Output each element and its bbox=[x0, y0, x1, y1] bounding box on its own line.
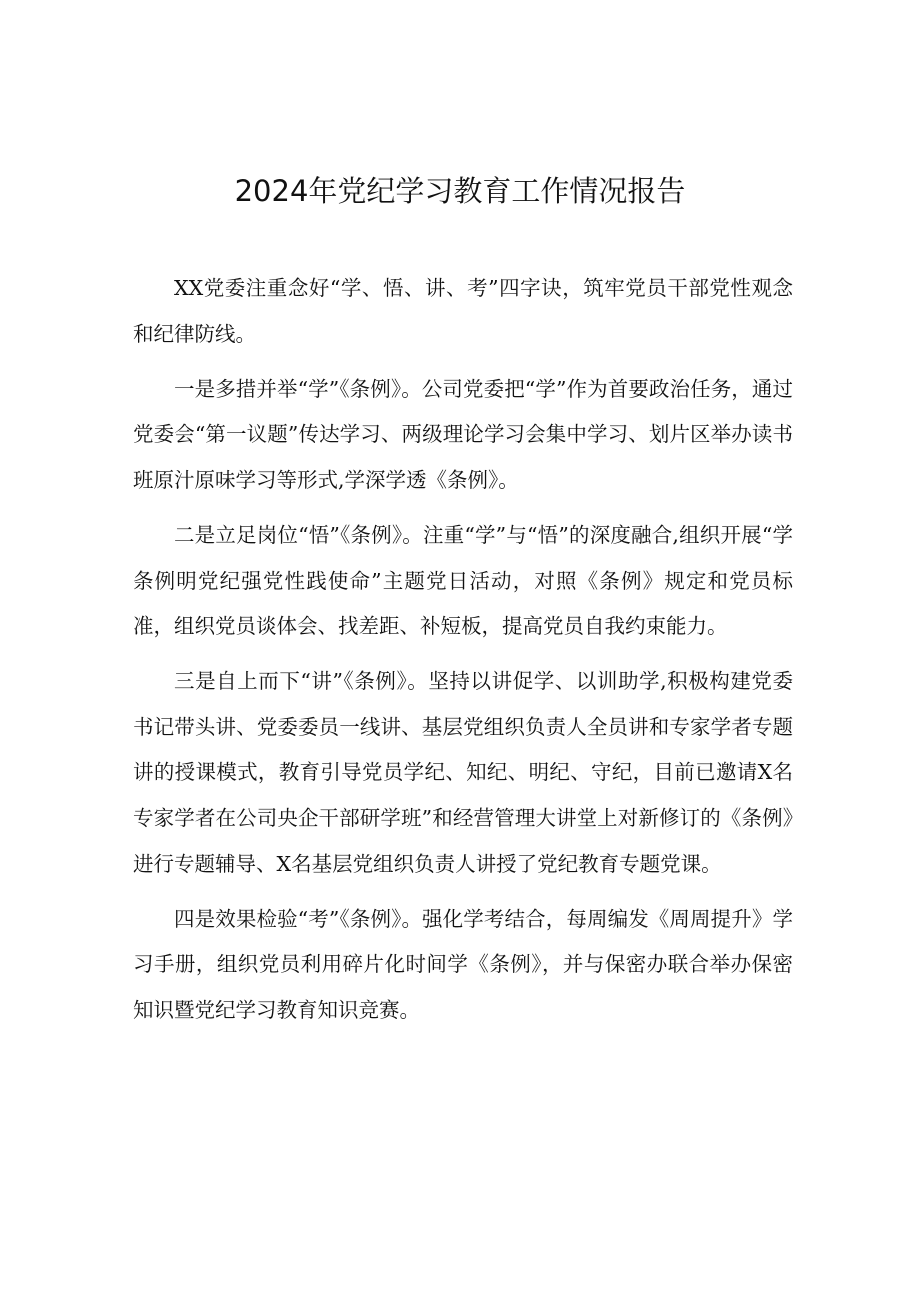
paragraph-intro: XX党委注重念好“学、悟、讲、考”四字诀，筑牢党员干部党性观念和纪律防线。 bbox=[133, 276, 793, 346]
paragraph-study: 一是多措并举“学”《条例》。公司党委把“学”作为首要政治任务，通过党委会“第一议题”传达学习、两级理论学习会集中学习、划片区举办读书班原汁原味学习等形式,学深学透《条例》。 bbox=[133, 376, 793, 492]
paragraph-understand: 二是立足岗位“悟”《条例》。注重“学”与“悟”的深度融合,组织开展“学条例明党纪强党性践使命”主题党日活动，对照《条例》规定和党员标准，组织党员谈体会、找差距、补短板，提高党员自我约束能力。 bbox=[133, 522, 793, 639]
paragraph-exam: 四是效果检验“考”《条例》。强化学考结合，每周编发《周周提升》学习手册，组织党员利用碎片化时间学《条例》，并与保密办联合举办保密知识暨党纪学习教育知识竞赛。 bbox=[133, 906, 793, 1022]
document-title: 2024年党纪学习教育工作情况报告 bbox=[234, 174, 686, 208]
document-body bbox=[133, 266, 793, 1034]
paragraph-lecture: 三是自上而下“讲”《条例》。坚持以讲促学、以训助学,积极构建党委书记带头讲、党委委员一线讲、基层党组织负责人全员讲和专家学者专题讲的授课模式，教育引导党员学纪、知纪、明纪、守纪，目前已邀请X名专家学者在公司央企干部研学班”和经营管理大讲堂上对新修订的《条例》进行专题辅导、X名基层党组织负责人讲授了党纪教育专题党课。 bbox=[133, 669, 793, 876]
